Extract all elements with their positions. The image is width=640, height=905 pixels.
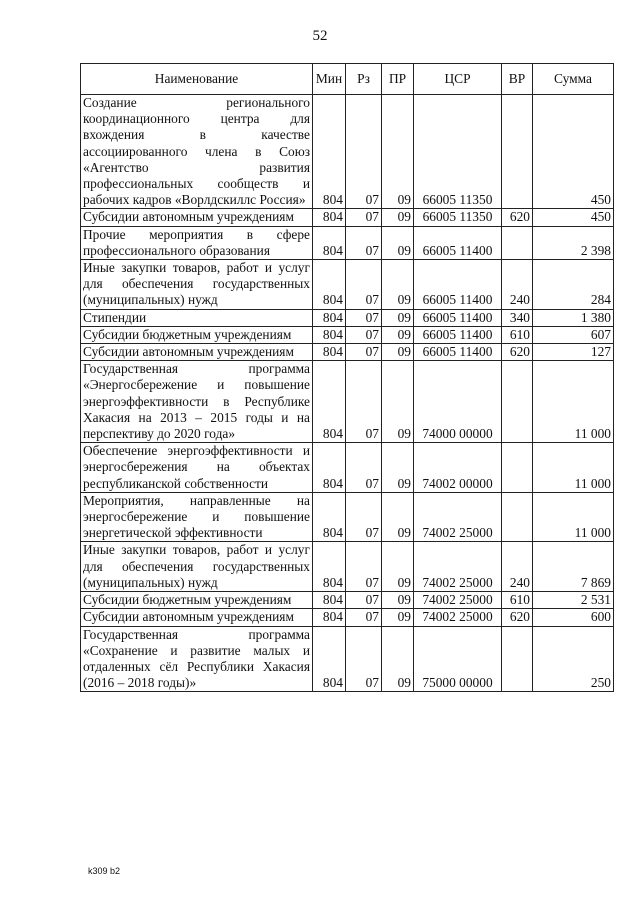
row-vr: 340 (502, 309, 533, 326)
row-pr: 09 (382, 626, 414, 692)
row-pr: 09 (382, 309, 414, 326)
row-vr (502, 626, 533, 692)
table-row (81, 326, 614, 343)
row-name: Создание регионального координационного центра для вхождения в качестве ассоциированного члена в Союз «Агентство развития профессиональных сообществ и рабочих кадров «Ворлдскиллс Россия» (81, 95, 313, 209)
row-vr: 610 (502, 592, 533, 609)
row-rz: 07 (346, 626, 382, 692)
header-row (81, 64, 614, 95)
row-name: Субсидии автономным учреждениям (81, 209, 313, 226)
row-sum: 11 000 (533, 361, 614, 443)
row-csr: 66005 11400 (414, 260, 502, 310)
row-min: 804 (313, 492, 346, 542)
row-sum: 2 531 (533, 592, 614, 609)
row-min: 804 (313, 95, 346, 209)
row-sum: 1 380 (533, 309, 614, 326)
row-csr: 66005 11400 (414, 226, 502, 259)
table-row (81, 209, 614, 226)
row-min: 804 (313, 260, 346, 310)
table-row (81, 626, 614, 692)
row-vr: 240 (502, 260, 533, 310)
row-rz: 07 (346, 443, 382, 493)
row-sum: 7 869 (533, 542, 614, 592)
page-number: 52 (312, 28, 328, 44)
row-name: Субсидии автономным учреждениям (81, 344, 313, 361)
row-name: Прочие мероприятия в сфере профессионального образования (81, 226, 313, 259)
row-name: Иные закупки товаров, работ и услуг для обеспечения государственных (муниципальных) нужд (81, 260, 313, 310)
row-vr (502, 492, 533, 542)
table-row (81, 226, 614, 259)
row-csr: 66005 11350 (414, 209, 502, 226)
row-vr: 240 (502, 542, 533, 592)
row-sum: 127 (533, 344, 614, 361)
header-min: Мин (313, 64, 346, 95)
row-sum: 11 000 (533, 443, 614, 493)
table-row (81, 492, 614, 542)
row-pr: 09 (382, 226, 414, 259)
row-pr: 09 (382, 361, 414, 443)
row-rz: 07 (346, 609, 382, 626)
row-min: 804 (313, 309, 346, 326)
row-rz: 07 (346, 542, 382, 592)
row-rz: 07 (346, 326, 382, 343)
row-pr: 09 (382, 443, 414, 493)
row-rz: 07 (346, 344, 382, 361)
row-min: 804 (313, 326, 346, 343)
row-csr: 66005 11400 (414, 326, 502, 343)
row-sum: 607 (533, 326, 614, 343)
row-sum: 250 (533, 626, 614, 692)
row-name: Иные закупки товаров, работ и услуг для обеспечения государственных (муниципальных) нужд (81, 542, 313, 592)
row-min: 804 (313, 361, 346, 443)
row-name: Государственная программа «Сохранение и развитие малых и отдаленных сёл Республики Хакасия (2016 – 2018 годы)» (81, 626, 313, 692)
table-row (81, 95, 614, 209)
row-min: 804 (313, 443, 346, 493)
row-sum: 2 398 (533, 226, 614, 259)
table-row (81, 309, 614, 326)
row-min: 804 (313, 592, 346, 609)
row-csr: 66005 11350 (414, 95, 502, 209)
row-pr: 09 (382, 609, 414, 626)
row-sum: 11 000 (533, 492, 614, 542)
header-pr: ПР (382, 64, 414, 95)
row-vr: 620 (502, 209, 533, 226)
row-name: Мероприятия, направленные на энергосбережение и повышение энергетической эффективности (81, 492, 313, 542)
header-name: Наименование (81, 64, 313, 95)
row-csr: 74002 00000 (414, 443, 502, 493)
row-csr: 74002 25000 (414, 542, 502, 592)
row-vr (502, 443, 533, 493)
row-pr: 09 (382, 95, 414, 209)
row-rz: 07 (346, 95, 382, 209)
row-csr: 66005 11400 (414, 344, 502, 361)
row-min: 804 (313, 609, 346, 626)
row-rz: 07 (346, 361, 382, 443)
row-name: Субсидии бюджетным учреждениям (81, 326, 313, 343)
table-row (81, 260, 614, 310)
table-row (81, 344, 614, 361)
row-name: Государственная программа «Энергосбережение и повышение энергоэффективности в Республике Хакасия на 2013 – 2015 годы и на перспективу до 2020 года» (81, 361, 313, 443)
row-rz: 07 (346, 592, 382, 609)
row-sum: 450 (533, 209, 614, 226)
row-rz: 07 (346, 209, 382, 226)
row-min: 804 (313, 626, 346, 692)
row-pr: 09 (382, 542, 414, 592)
row-vr (502, 226, 533, 259)
row-csr: 66005 11400 (414, 309, 502, 326)
row-rz: 07 (346, 492, 382, 542)
row-name: Обеспечение энергоэффективности и энергосбережения на объектах республиканской собственности (81, 443, 313, 493)
row-pr: 09 (382, 326, 414, 343)
row-csr: 74002 25000 (414, 592, 502, 609)
row-sum: 450 (533, 95, 614, 209)
row-csr: 74002 25000 (414, 609, 502, 626)
row-csr: 74000 00000 (414, 361, 502, 443)
row-csr: 75000 00000 (414, 626, 502, 692)
table-row (81, 542, 614, 592)
row-vr (502, 361, 533, 443)
row-pr: 09 (382, 209, 414, 226)
row-vr: 620 (502, 609, 533, 626)
row-min: 804 (313, 344, 346, 361)
row-name: Субсидии автономным учреждениям (81, 609, 313, 626)
header-sum: Сумма (533, 64, 614, 95)
row-pr: 09 (382, 260, 414, 310)
header-csr: ЦСР (414, 64, 502, 95)
row-min: 804 (313, 542, 346, 592)
table-row (81, 361, 614, 443)
table-row (81, 443, 614, 493)
row-rz: 07 (346, 226, 382, 259)
row-sum: 600 (533, 609, 614, 626)
table-row (81, 609, 614, 626)
row-csr: 74002 25000 (414, 492, 502, 542)
row-name: Стипендии (81, 309, 313, 326)
row-pr: 09 (382, 344, 414, 361)
row-rz: 07 (346, 260, 382, 310)
row-vr (502, 95, 533, 209)
table-row (81, 592, 614, 609)
row-min: 804 (313, 226, 346, 259)
row-sum: 284 (533, 260, 614, 310)
row-name: Субсидии бюджетным учреждениям (81, 592, 313, 609)
budget-table (80, 63, 614, 692)
header-vr: ВР (502, 64, 533, 95)
header-rz: Рз (346, 64, 382, 95)
footer-code: k309 b2 (88, 866, 121, 876)
row-pr: 09 (382, 492, 414, 542)
row-pr: 09 (382, 592, 414, 609)
row-min: 804 (313, 209, 346, 226)
row-vr: 610 (502, 326, 533, 343)
row-rz: 07 (346, 309, 382, 326)
row-vr: 620 (502, 344, 533, 361)
